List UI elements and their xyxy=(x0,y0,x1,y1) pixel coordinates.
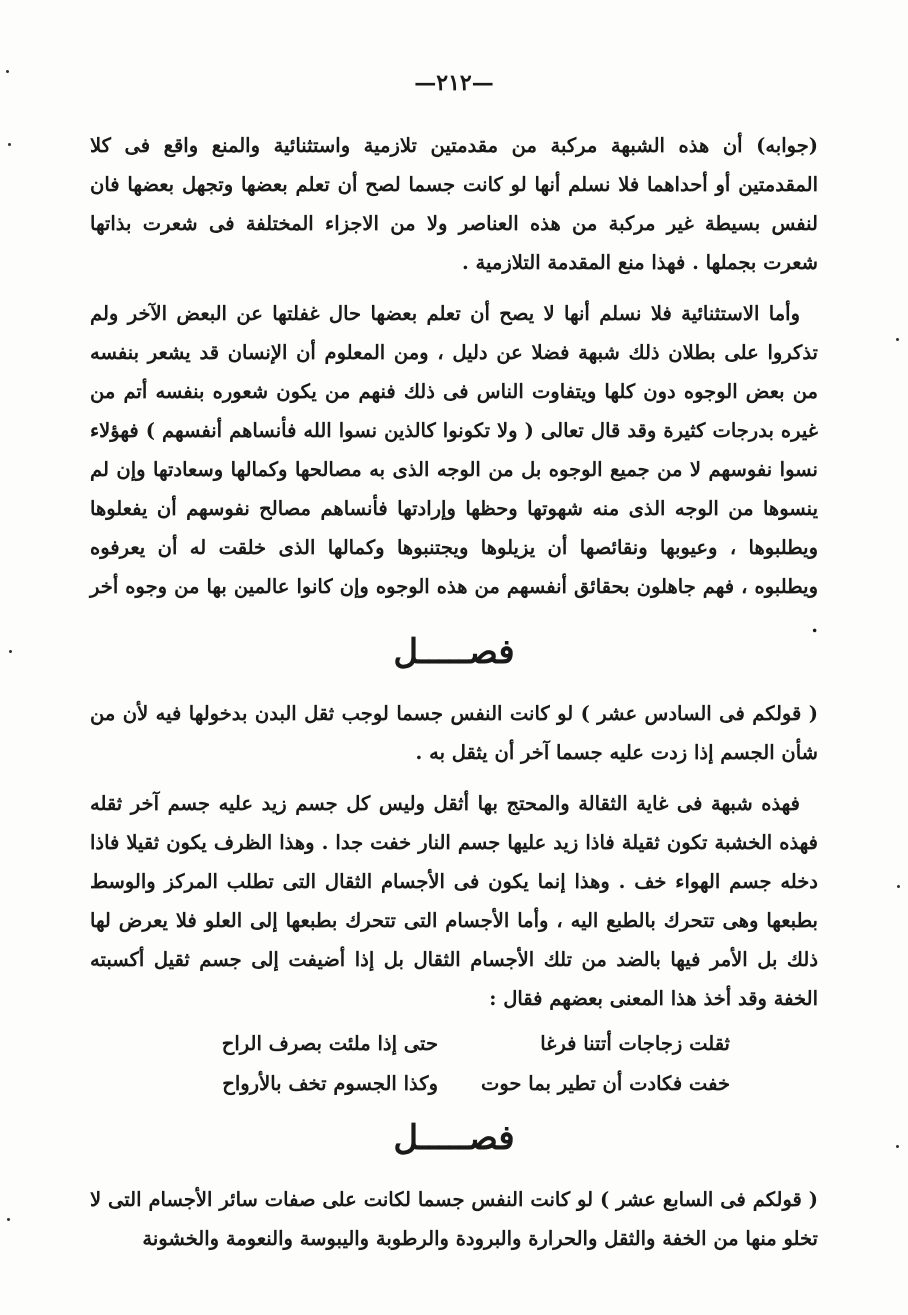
margin-speck xyxy=(8,143,11,146)
margin-speck xyxy=(6,70,9,73)
verse-2-second: وكذا الجسوم تخف بالأرواح xyxy=(222,1072,438,1095)
paragraph-heaviness: فهذه شبهة فى غاية الثقالة والمحتج بها أثقل وليس كل جسم زيد عليه جسم آخر ثقله فهذه الخشبة تكون ثقيلة فاذا زيد عليها جسم النار خفت جدا . وهذا الظرف يكون ثقيلا فاذا دخله جسم الهواء خف . وهذا إنما يكون فى الأجسام الثقال التى تطلب المركز والوسط بطبعها وهى تتحرك بالطبع اليه ، وأما الأجسام التى تتحرك بطبعها إلى العلو فلا يعرض لها ذلك بل الأمر فيها بالضد من تلك الأجسام الثقال بل إذا أضيفت إلى جسم ثقيل أكسبته الخفة وقد أخذ هذا المعنى بعضهم فقال : xyxy=(90,792,818,1010)
paragraph-answer: (جوابه) أن هذه الشبهة مركبة من مقدمتين تلازمية واستثنائية والمنع واقع فى كلا المقدمتين أو أحداهما فلا نسلم أنها لو كانت جسما لصح أن تعلم بعضها وتجهل بعضها فان لنفس بسيطة غير مركبة من هذه العناصر ولا من الاجزاء المختلفة فى شعرت بذاتها شعرت بجملها . فهذا منع المقدمة التلازمية . xyxy=(90,134,818,274)
text-section-seventeenth xyxy=(90,1180,818,1258)
text-section-sixteenth xyxy=(90,694,818,1018)
page-number: —٢١٢— xyxy=(414,70,494,96)
verse-1-first: ثقلت زجاجات أتتنا فرغا xyxy=(540,1032,730,1055)
margin-speck xyxy=(896,338,899,341)
margin-speck xyxy=(7,1218,10,1221)
margin-speck xyxy=(897,885,900,888)
paragraph-seventeenth: ( قولكم فى السابع عشر ) لو كانت النفس جسما لكانت على صفات سائر الأجسام التى لا تخلو منها من الخفة والثقل والحرارة والبرودة والرطوبة واليبوسة والنعومة والخشونة xyxy=(90,1188,818,1250)
verse-1-second: حتى إذا ملئت بصرف الراح xyxy=(221,1032,438,1055)
verse-2-first: خفت فكادت أن تطير بما حوت xyxy=(480,1072,730,1095)
margin-speck xyxy=(896,1145,899,1148)
paragraph-sixteenth: ( قولكم فى السادس عشر ) لو كانت النفس جسما لوجب ثقل البدن بدخولها فيه لأن من شأن الجسم إذا زدت عليه جسما آخر أن يثقل به . xyxy=(90,702,818,764)
section-heading-2: فصـــــل xyxy=(393,1118,515,1158)
text-section-answer xyxy=(90,126,818,645)
paragraph-exceptive: وأما الاستثنائية فلا نسلم أنها لا يصح أن تعلم بعضها حال غفلتها عن البعض الآخر ولم تذكروا على بطلان ذلك شبهة فضلا عن دليل ، ومن المعلوم أن الإنسان قد يشعر بنفسه من بعض الوجوه دون كلها ويتفاوت الناس فى ذلك فنهم من يكون شعوره بنفسه أتم من غيره بدرجات كثيرة وقد قال تعالى ( ولا تكونوا كالذين نسوا الله فأنساهم أنفسهم ) فهؤلاء نسوا نفوسهم لا من جميع الوجوه بل من الوجه الذى به مصالحها وكمالها وسعادتها وإن لم ينسوها من الوجه الذى منه شهوتها وحظها وإرادتها فأنساهم مصالح نفوسهم أن يفعلوها ويطلبوها ، وعيوبها ونقائصها أن يزيلوها ويجتنبوها وكمالها الذى خلقت له أن يعرفوه ويطلبوه ، فهم جاهلون بحقائق أنفسهم من هذه الوجوه وإن كانوا عالمين بها من وجوه أخر . xyxy=(90,302,818,637)
margin-speck xyxy=(9,650,12,653)
section-heading-1: فصـــــل xyxy=(393,632,515,672)
